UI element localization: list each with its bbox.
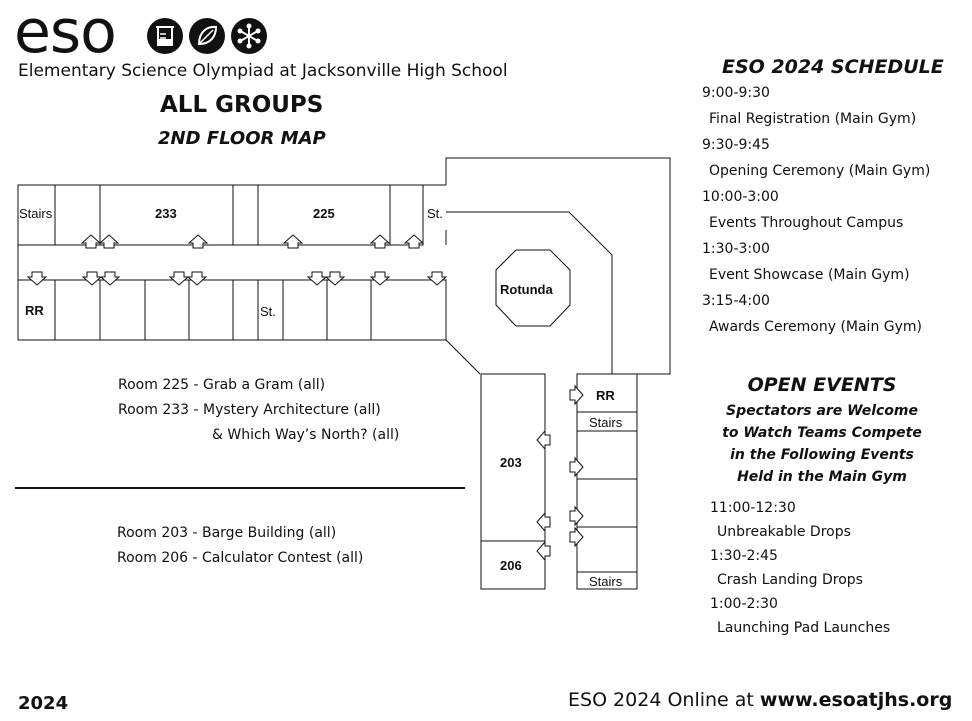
north-room [233, 185, 258, 245]
schedule-event: Final Registration (Main Gym) [709, 111, 917, 127]
open-event-name: Unbreakable Drops [717, 524, 851, 540]
note-room-233: Room 233 - Mystery Architecture (all) [118, 402, 381, 418]
eso-logo: eso [14, 0, 116, 67]
rr-west-label: RR [25, 303, 44, 318]
south-room [233, 280, 258, 340]
schedule-title: ESO 2024 SCHEDULE [722, 56, 944, 78]
st-north-label: St. [427, 206, 443, 221]
footer-url-link[interactable]: www.esoatjhs.org [759, 689, 953, 711]
schedule-event: Event Showcase (Main Gym) [709, 267, 910, 283]
east-room [577, 479, 637, 527]
open-event-time: 1:30-2:45 [710, 548, 778, 564]
footer-online [568, 689, 952, 711]
south-room [55, 280, 100, 340]
east-room [577, 527, 637, 572]
stairs-east-top-label: Stairs [589, 415, 623, 430]
note-room-206: Room 206 - Calculator Contest (all) [117, 550, 364, 566]
south-room [145, 280, 189, 340]
open-events-description: Spectators are Welcome [725, 403, 919, 419]
schedule-event: Events Throughout Campus [709, 215, 904, 231]
schedule-time: 10:00-3:00 [702, 189, 779, 205]
st-middle-label: St. [260, 304, 276, 319]
schedule-time: 9:30-9:45 [702, 137, 770, 153]
south-room [371, 280, 446, 340]
north-room [390, 185, 423, 245]
north-room [55, 185, 100, 245]
schedule-event: Opening Ceremony (Main Gym) [709, 163, 931, 179]
note-room-203: Room 203 - Barge Building (all) [117, 525, 337, 541]
map-subtitle: 2ND FLOOR MAP [158, 128, 326, 149]
open-event-time: 11:00-12:30 [710, 500, 796, 516]
open-events-title: OPEN EVENTS [747, 374, 897, 396]
note-room-233-cont: & Which Way’s North? (all) [212, 427, 400, 443]
footer-year: 2024 [18, 693, 69, 714]
map-title: ALL GROUPS [160, 92, 324, 118]
org-name: Elementary Science Olympiad at Jacksonville High School [18, 61, 508, 81]
open-events-description: to Watch Teams Compete [722, 425, 922, 441]
schedule-time: 9:00-9:30 [702, 85, 770, 101]
open-events-description: in the Following Events [730, 447, 914, 463]
stairs-east-bottom-label: Stairs [589, 574, 623, 589]
room-233-label: 233 [155, 206, 177, 221]
rotunda-label: Rotunda [500, 282, 553, 297]
room-203-label: 203 [500, 455, 522, 470]
stairs-west-label: Stairs [19, 206, 53, 221]
divider [15, 487, 465, 489]
south-room [283, 280, 327, 340]
room-206-label: 206 [500, 558, 522, 573]
rr-east-label: RR [596, 388, 615, 403]
south-room [189, 280, 233, 340]
footer-online-prefix: ESO 2024 Online at [568, 689, 760, 711]
south-room-row [18, 280, 446, 340]
north-room-row [18, 185, 423, 245]
schedule-event: Awards Ceremony (Main Gym) [709, 319, 923, 335]
open-event-name: Crash Landing Drops [717, 572, 863, 588]
note-room-225: Room 225 - Grab a Gram (all) [118, 377, 326, 393]
open-event-name: Launching Pad Launches [717, 620, 891, 636]
schedule-time: 1:30-3:00 [702, 241, 770, 257]
schedule-time: 3:15-4:00 [702, 293, 770, 309]
room-225-label: 225 [313, 206, 335, 221]
corridor-wall [446, 340, 480, 374]
south-room [100, 280, 145, 340]
south-room [327, 280, 371, 340]
open-event-time: 1:00-2:30 [710, 596, 778, 612]
open-events-description: Held in the Main Gym [737, 469, 907, 485]
